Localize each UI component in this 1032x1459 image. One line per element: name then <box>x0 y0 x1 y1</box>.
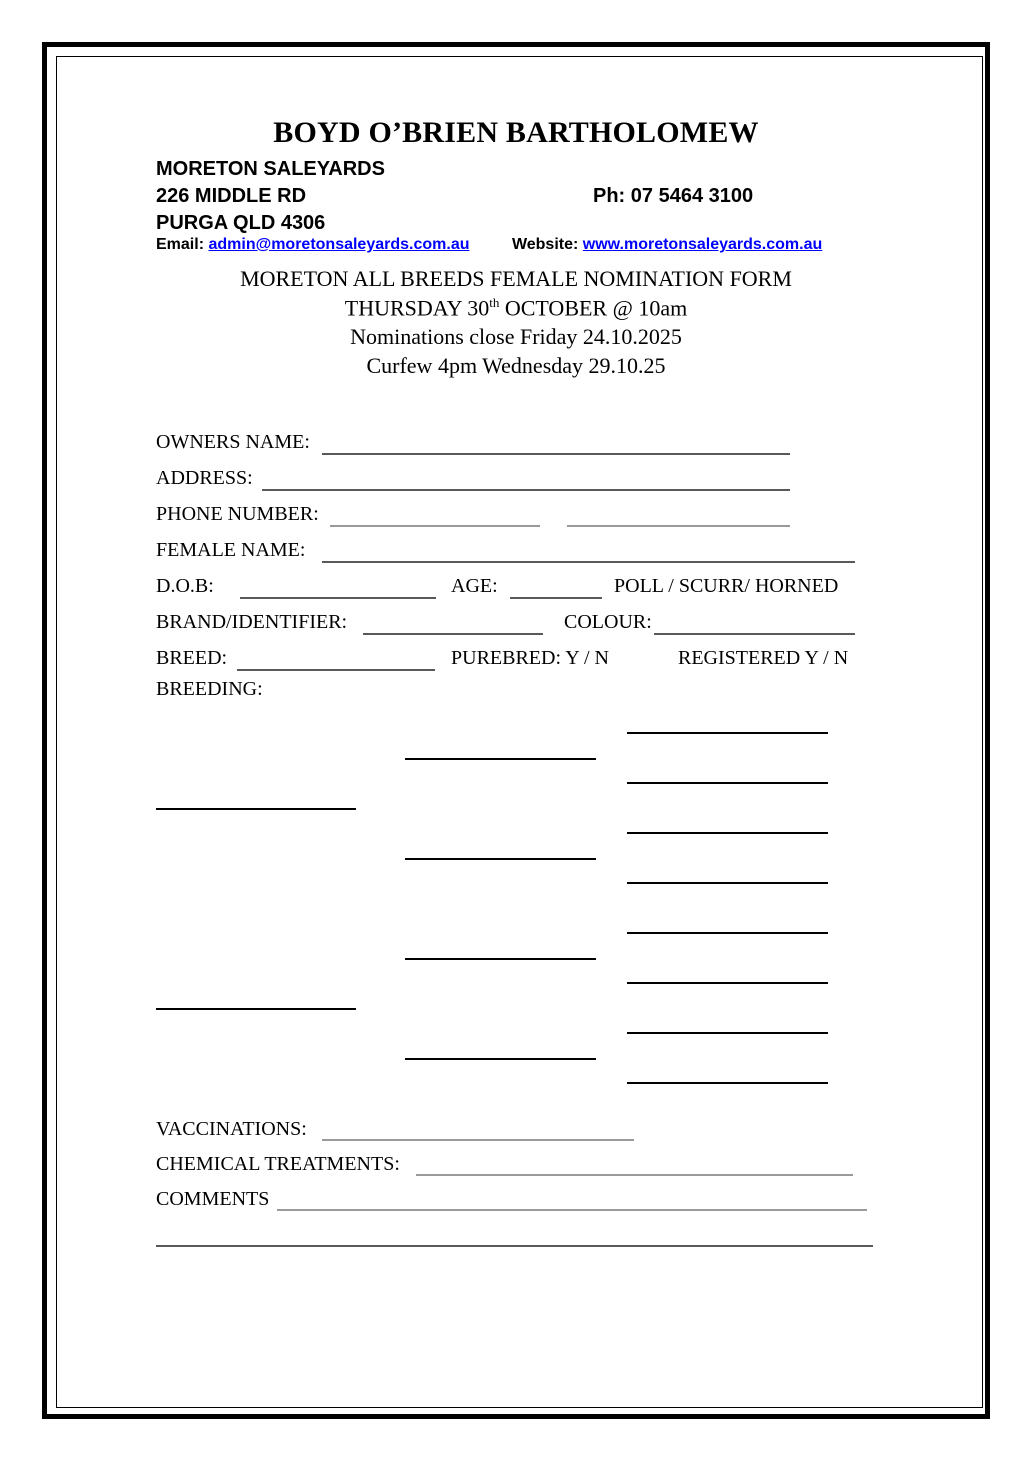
pedigree-line-great-grandparent-4[interactable] <box>627 882 828 884</box>
form-title: MORETON ALL BREEDS FEMALE NOMINATION FORM <box>240 266 792 291</box>
address-input-line[interactable] <box>262 489 790 491</box>
breed-label: BREED: <box>156 647 228 669</box>
org-phone: Ph: 07 5464 3100 <box>593 185 754 207</box>
vaccinations-label: VACCINATIONS: <box>156 1118 307 1140</box>
email-label: Email: <box>156 236 205 253</box>
pedigree-line-great-grandparent-6[interactable] <box>627 982 828 984</box>
pedigree-line-dam[interactable] <box>156 1008 356 1010</box>
age-input-line[interactable] <box>510 597 602 599</box>
pedigree-line-sire[interactable] <box>156 808 356 810</box>
contact-row <box>156 236 822 254</box>
breeding-label: BREEDING: <box>156 678 263 700</box>
event-date-ordinal: th <box>489 295 500 310</box>
event-date-rest: OCTOBER @ 10am <box>499 295 688 321</box>
company-title: BOYD O’BRIEN BARTHOLOMEW <box>273 116 759 149</box>
email-link[interactable]: admin@moretonsaleyards.com.au <box>208 236 470 253</box>
pedigree-line-great-grandparent-8[interactable] <box>627 1082 828 1084</box>
pedigree-line-great-grandparent-3[interactable] <box>627 832 828 834</box>
poll-scurr-horned-options[interactable]: POLL / SCURR/ HORNED <box>614 575 839 597</box>
dob-input-line[interactable] <box>240 597 436 599</box>
pedigree-line-great-grandparent-2[interactable] <box>627 782 828 784</box>
phone-number-input-line-2[interactable] <box>567 525 790 527</box>
website-link[interactable]: www.moretonsaleyards.com.au <box>582 236 823 253</box>
org-address-line1: 226 MIDDLE RD <box>156 185 307 207</box>
chemical-treatments-label: CHEMICAL TREATMENTS: <box>156 1153 400 1175</box>
brand-identifier-input-line[interactable] <box>363 633 543 635</box>
vaccinations-input-line[interactable] <box>322 1139 634 1141</box>
breed-input-line[interactable] <box>237 669 435 671</box>
website-label: Website: <box>511 236 579 253</box>
owners-name-input-line[interactable] <box>322 453 790 455</box>
event-date-line <box>0 295 1032 321</box>
comments-input-line-1[interactable] <box>277 1209 867 1211</box>
pedigree-line-great-grandparent-1[interactable] <box>627 732 828 734</box>
comments-label: COMMENTS <box>156 1188 270 1210</box>
age-label: AGE: <box>451 575 498 597</box>
pedigree-line-grandparent-3[interactable] <box>405 958 596 960</box>
pedigree-line-grandparent-4[interactable] <box>405 1058 596 1060</box>
chemical-treatments-input-line[interactable] <box>416 1174 853 1176</box>
brand-identifier-label: BRAND/IDENTIFIER: <box>156 611 348 633</box>
owners-name-label: OWNERS NAME: <box>156 431 310 453</box>
phone-number-label: PHONE NUMBER: <box>156 503 319 525</box>
comments-input-line-2[interactable] <box>156 1245 873 1247</box>
org-name: MORETON SALEYARDS <box>156 158 385 180</box>
pedigree-line-great-grandparent-7[interactable] <box>627 1032 828 1034</box>
nominations-close-line: Nominations close Friday 24.10.2025 <box>350 324 682 349</box>
pedigree-line-grandparent-2[interactable] <box>405 858 596 860</box>
pedigree-line-grandparent-1[interactable] <box>405 758 596 760</box>
female-name-input-line[interactable] <box>322 561 855 563</box>
pedigree-line-great-grandparent-5[interactable] <box>627 932 828 934</box>
purebred-yn-options[interactable]: PUREBRED: Y / N <box>451 647 609 669</box>
colour-label: COLOUR: <box>564 611 652 633</box>
address-label: ADDRESS: <box>156 467 253 489</box>
colour-input-line[interactable] <box>654 633 855 635</box>
curfew-line: Curfew 4pm Wednesday 29.10.25 <box>366 353 666 378</box>
phone-number-input-line-1[interactable] <box>330 525 540 527</box>
female-name-label: FEMALE NAME: <box>156 539 306 561</box>
dob-label: D.O.B: <box>156 575 214 597</box>
event-date: THURSDAY 30 <box>344 295 490 321</box>
org-address-line2: PURGA QLD 4306 <box>156 212 326 234</box>
registered-yn-options[interactable]: REGISTERED Y / N <box>678 647 849 669</box>
